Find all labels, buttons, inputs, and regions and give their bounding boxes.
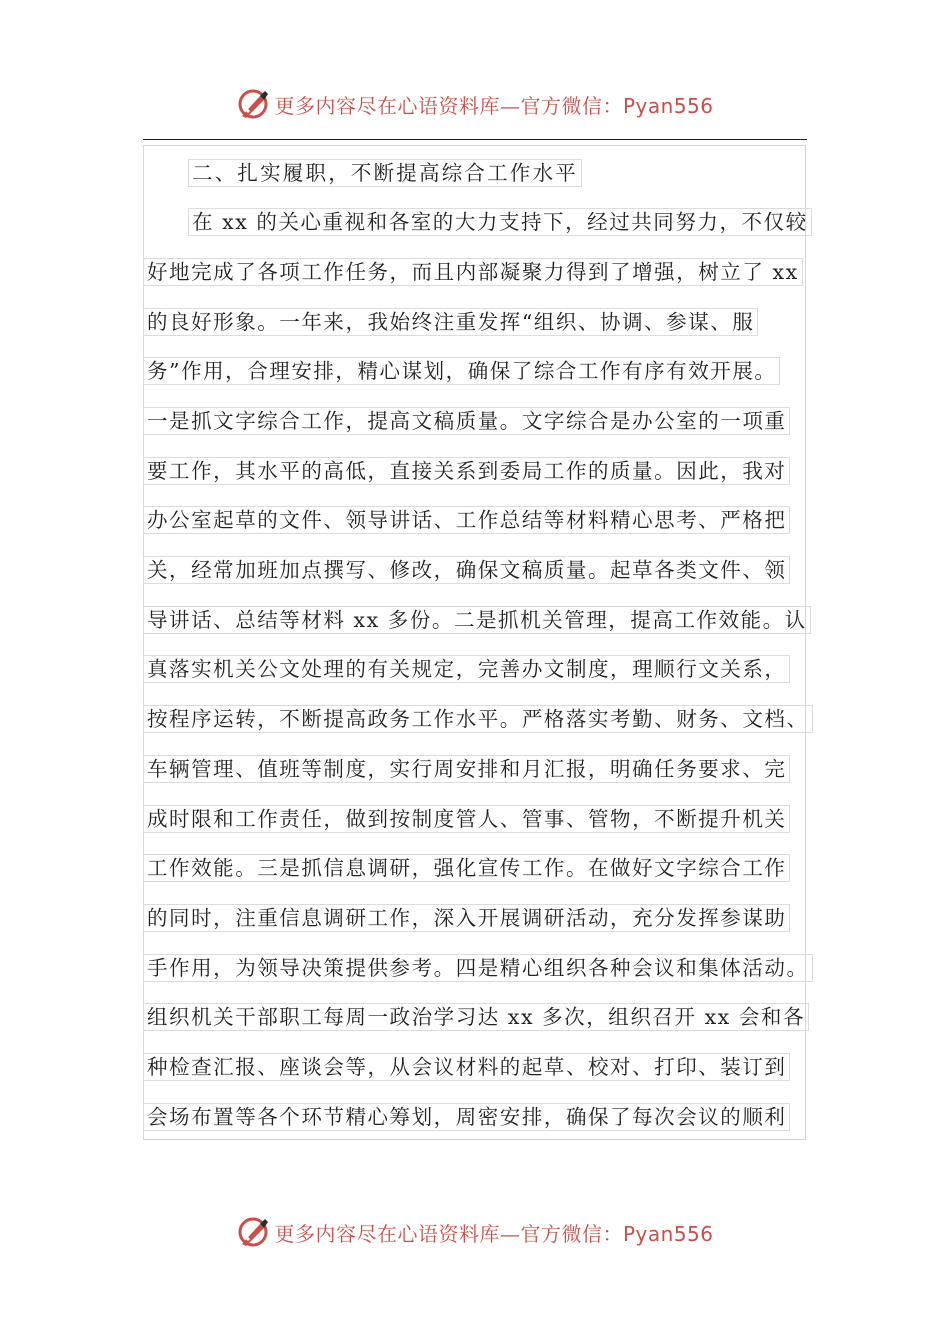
section-heading: 二、扎实履职，不断提高综合工作水平 bbox=[192, 160, 578, 186]
paragraph-line: 工作效能。三是抓信息调研，强化宣传工作。在做好文字综合工作 bbox=[147, 855, 786, 881]
paragraph-line: 成时限和工作责任，做到按制度管人、管事、管物，不断提升机关 bbox=[147, 806, 786, 832]
footer-banner bbox=[0, 1212, 950, 1252]
header-banner bbox=[0, 84, 950, 124]
text-frame bbox=[143, 145, 806, 1140]
header-rule bbox=[143, 139, 807, 140]
pen-nib-seal-icon bbox=[236, 1215, 270, 1249]
paragraph-line: 办公室起草的文件、领导讲话、工作总结等材料精心思考、严格把 bbox=[147, 507, 786, 533]
paragraph-line: 会场布置等各个环节精心筹划，周密安排，确保了每次会议的顺利 bbox=[147, 1104, 786, 1130]
paragraph-line: 在 xx 的关心重视和各室的大力支持下，经过共同努力，不仅较 bbox=[192, 209, 808, 235]
paragraph-line: 种检查汇报、座谈会等，从会议材料的起草、校对、打印、装订到 bbox=[147, 1054, 786, 1080]
paragraph-line: 要工作，其水平的高低，直接关系到委局工作的质量。因此，我对 bbox=[147, 458, 786, 484]
banner-text: 更多内容尽在心语资料库—官方微信：Pyan556 bbox=[274, 1221, 714, 1246]
banner-id: Pyan556 bbox=[622, 93, 714, 118]
paragraph-line: 的良好形象。一年来，我始终注重发挥“组织、协调、参谋、服 bbox=[147, 309, 754, 335]
paragraph-line: 导讲话、总结等材料 xx 多份。二是抓机关管理，提高工作效能。认 bbox=[147, 607, 807, 633]
paragraph-line: 的同时，注重信息调研工作，深入开展调研活动，充分发挥参谋助 bbox=[147, 905, 786, 931]
banner-id: Pyan556 bbox=[622, 1221, 714, 1246]
pen-nib-seal-icon bbox=[236, 87, 270, 121]
paragraph-line: 务”作用，合理安排，精心谋划，确保了综合工作有序有效开展。 bbox=[147, 358, 776, 384]
paragraph-line: 一是抓文字综合工作，提高文稿质量。文字综合是办公室的一项重 bbox=[147, 408, 786, 434]
paragraph-line: 车辆管理、值班等制度，实行周安排和月汇报，明确任务要求、完 bbox=[147, 756, 786, 782]
paragraph-line: 组织机关干部职工每周一政治学习达 xx 多次，组织召开 xx 会和各 bbox=[147, 1004, 805, 1030]
paragraph-line: 关，经常加班加点撰写、修改，确保文稿质量。起草各类文件、领 bbox=[147, 557, 786, 583]
paragraph-line: 手作用，为领导决策提供参考。四是精心组织各种会议和集体活动。 bbox=[147, 955, 809, 981]
paragraph-line: 按程序运转，不断提高政务工作水平。严格落实考勤、财务、文档、 bbox=[147, 706, 809, 732]
paragraph-line: 好地完成了各项工作任务，而且内部凝聚力得到了增强，树立了 xx bbox=[147, 259, 799, 285]
paragraph-line: 真落实机关公文处理的有关规定，完善办文制度，理顺行文关系， bbox=[147, 656, 786, 682]
banner-text: 更多内容尽在心语资料库—官方微信：Pyan556 bbox=[274, 93, 714, 118]
